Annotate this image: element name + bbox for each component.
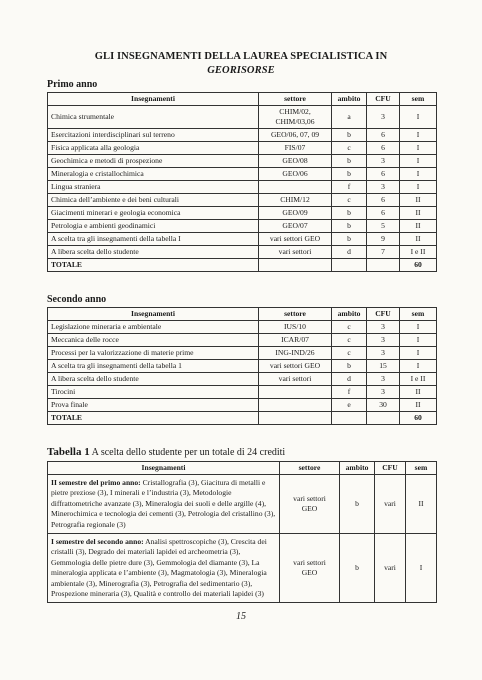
course-semester: I [400, 360, 437, 373]
table-row [48, 246, 437, 259]
course-name: Processi per la valorizzazione di materie prime [48, 347, 259, 360]
semester-label: II semestre del primo anno: [51, 478, 141, 487]
primo-anno-table [47, 92, 437, 272]
course-cfu: 3 [367, 386, 400, 399]
column-header: Insegnamenti [48, 93, 259, 106]
tabella1-caption: A scelta dello studente per un totale di 24 crediti [91, 447, 286, 458]
empty-cell [259, 259, 332, 272]
course-scope: b [340, 534, 375, 603]
total-cfu: 60 [400, 412, 437, 425]
table-row [48, 142, 437, 155]
table-header-row [48, 93, 437, 106]
course-sector: vari settori GEO [259, 360, 332, 373]
course-sector: vari settori GEO [280, 475, 340, 534]
course-sector: FIS/07 [259, 142, 332, 155]
column-header: ambito [332, 93, 367, 106]
course-name: Tirocini [48, 386, 259, 399]
table-row [48, 334, 437, 347]
empty-cell [332, 259, 367, 272]
semester-label: I semestre del secondo anno: [51, 537, 144, 547]
empty-cell [259, 412, 332, 425]
column-header: settore [259, 93, 332, 106]
tabella1-heading [47, 446, 285, 458]
course-scope: b [332, 168, 367, 181]
course-scope: c [332, 321, 367, 334]
course-sector: ICAR/07 [259, 334, 332, 347]
course-scope: c [332, 347, 367, 360]
course-cfu: 6 [367, 168, 400, 181]
table-row [48, 475, 437, 534]
course-semester: I [400, 106, 437, 129]
course-name: Chimica dell’ambiente e dei beni culturali [48, 194, 259, 207]
course-name: Lingua straniera [48, 181, 259, 194]
course-sector: vari settori GEO [259, 233, 332, 246]
course-semester: I e II [400, 246, 437, 259]
course-cfu: 7 [367, 246, 400, 259]
course-scope: b [332, 220, 367, 233]
column-header: Insegnamenti [48, 462, 280, 475]
total-row [48, 412, 437, 425]
course-scope: d [332, 246, 367, 259]
course-name: A libera scelta dello studente [48, 373, 259, 386]
course-cfu: 3 [367, 334, 400, 347]
total-row [48, 259, 437, 272]
course-cfu: 9 [367, 233, 400, 246]
column-header: sem [400, 308, 437, 321]
course-sector [259, 399, 332, 412]
course-cfu: 3 [367, 321, 400, 334]
course-sector: IUS/10 [259, 321, 332, 334]
secondo-anno-table [47, 307, 437, 425]
course-semester: II [400, 386, 437, 399]
empty-cell [332, 412, 367, 425]
elective-description [48, 475, 280, 534]
course-name: Giacimenti minerari e geologia economica [48, 207, 259, 220]
course-scope: d [332, 373, 367, 386]
course-name: Mineralogia e cristallochimica [48, 168, 259, 181]
table-row [48, 181, 437, 194]
course-scope: b [332, 360, 367, 373]
course-cfu: 6 [367, 194, 400, 207]
course-name: Prova finale [48, 399, 259, 412]
tabella1-label: Tabella 1 [47, 446, 90, 458]
course-sector: CHIM/02, CHIM/03,06 [259, 106, 332, 129]
course-scope: b [332, 207, 367, 220]
course-cfu: 3 [367, 106, 400, 129]
column-header: ambito [332, 308, 367, 321]
table-row [48, 386, 437, 399]
course-semester: II [400, 220, 437, 233]
table-row [48, 373, 437, 386]
table-row [48, 534, 437, 603]
course-name: Fisica applicata alla geologia [48, 142, 259, 155]
course-cfu: 5 [367, 220, 400, 233]
course-scope: a [332, 106, 367, 129]
course-cfu: 6 [367, 129, 400, 142]
course-scope: c [332, 334, 367, 347]
course-semester: II [400, 399, 437, 412]
course-semester: I [400, 181, 437, 194]
course-scope: c [332, 142, 367, 155]
course-name: A scelta tra gli insegnamenti della tabella 1 [48, 360, 259, 373]
column-header: CFU [367, 93, 400, 106]
course-name: A scelta tra gli insegnamenti della tabella I [48, 233, 259, 246]
table-row [48, 168, 437, 181]
column-header: CFU [375, 462, 406, 475]
course-semester: I [406, 534, 437, 603]
course-cfu: vari [375, 534, 406, 603]
page-number: 15 [236, 611, 246, 622]
course-cfu: vari [375, 475, 406, 534]
course-cfu: 15 [367, 360, 400, 373]
course-cfu: 3 [367, 181, 400, 194]
table-row [48, 321, 437, 334]
course-semester: I [400, 334, 437, 347]
course-semester: I [400, 347, 437, 360]
course-name: Petrologia e ambienti geodinamici [48, 220, 259, 233]
course-sector: GEO/07 [259, 220, 332, 233]
course-name: A libera scelta dello studente [48, 246, 259, 259]
course-semester: II [406, 475, 437, 534]
course-sector [259, 386, 332, 399]
table-row [48, 194, 437, 207]
course-scope: f [332, 386, 367, 399]
course-semester: II [400, 233, 437, 246]
course-sector: vari settori [259, 246, 332, 259]
course-cfu: 6 [367, 142, 400, 155]
column-header: settore [259, 308, 332, 321]
column-header: sem [406, 462, 437, 475]
column-header: sem [400, 93, 437, 106]
total-label: TOTALE [48, 412, 259, 425]
column-header: settore [280, 462, 340, 475]
primo-anno-heading: Primo anno [47, 79, 98, 90]
column-header: CFU [367, 308, 400, 321]
table-header-row [48, 462, 437, 475]
course-semester: II [400, 194, 437, 207]
course-name: Geochimica e metodi di prospezione [48, 155, 259, 168]
total-label: TOTALE [48, 259, 259, 272]
course-semester: II [400, 207, 437, 220]
title-line-2: GEORISORSE [207, 65, 275, 76]
document-title [40, 50, 442, 78]
table-row [48, 106, 437, 129]
column-header: Insegnamenti [48, 308, 259, 321]
course-cfu: 30 [367, 399, 400, 412]
course-name: Meccanica delle rocce [48, 334, 259, 347]
course-scope: b [332, 233, 367, 246]
course-sector [259, 181, 332, 194]
table-row [48, 399, 437, 412]
table-header-row [48, 308, 437, 321]
title-line-1: GLI INSEGNAMENTI DELLA LAUREA SPECIALISTICA IN [94, 51, 388, 62]
table-row [48, 220, 437, 233]
empty-cell [367, 259, 400, 272]
table-row [48, 155, 437, 168]
table-row [48, 207, 437, 220]
course-semester: I [400, 321, 437, 334]
course-sector: vari settori [259, 373, 332, 386]
table-row [48, 347, 437, 360]
table-row [48, 233, 437, 246]
course-cfu: 3 [367, 155, 400, 168]
course-cfu: 6 [367, 207, 400, 220]
course-sector: GEO/08 [259, 155, 332, 168]
table-row [48, 129, 437, 142]
course-name: Esercitazioni interdisciplinari sul terreno [48, 129, 259, 142]
elective-list: Analisi spettroscopiche (3), Crescita dei cristalli (3), Degrado dei materiali lapidei ed archeometria (3), Gemmologia delle pietre dure (3), Gemmologia del diamante (3), La mineralogia applicata e l’ambiente (3), Magmatologia (3), Mineralogia ambientale (3), Minerografia (3), Petrografia del sedimentario (3), Prospezione mineraria (3), Qualità e controllo dei materiali lapidei (3) [51, 537, 267, 599]
course-scope: e [332, 399, 367, 412]
course-cfu: 3 [367, 347, 400, 360]
course-sector: CHIM/12 [259, 194, 332, 207]
course-cfu: 3 [367, 373, 400, 386]
course-semester: I [400, 168, 437, 181]
course-scope: f [332, 181, 367, 194]
tabella1-table [47, 461, 437, 603]
course-semester: I e II [400, 373, 437, 386]
course-sector: vari settori GEO [280, 534, 340, 603]
empty-cell [367, 412, 400, 425]
column-header: ambito [340, 462, 375, 475]
course-sector: GEO/06, 07, 09 [259, 129, 332, 142]
elective-description [48, 534, 280, 603]
course-scope: b [332, 129, 367, 142]
table-row [48, 360, 437, 373]
course-scope: c [332, 194, 367, 207]
course-sector: GEO/06 [259, 168, 332, 181]
total-cfu: 60 [400, 259, 437, 272]
course-scope: b [332, 155, 367, 168]
secondo-anno-heading: Secondo anno [47, 294, 107, 305]
course-semester: I [400, 142, 437, 155]
course-sector: ING-IND/26 [259, 347, 332, 360]
course-sector: GEO/09 [259, 207, 332, 220]
course-scope: b [340, 475, 375, 534]
course-semester: I [400, 155, 437, 168]
course-semester: I [400, 129, 437, 142]
course-name: Chimica strumentale [48, 106, 259, 129]
course-name: Legislazione mineraria e ambientale [48, 321, 259, 334]
elective-list: Cristallografia (3), Giacitura di metalli e pietre preziose (3), I minerali e l’industria (3), Metodologie diffrattometriche avanzate (3), Mineralogia dei suoli e delle argille (4), Minerochimica e tecnologia dei cementi (3), Petrologia del cristallino (3), Petrografia regionale (3) [51, 478, 276, 529]
